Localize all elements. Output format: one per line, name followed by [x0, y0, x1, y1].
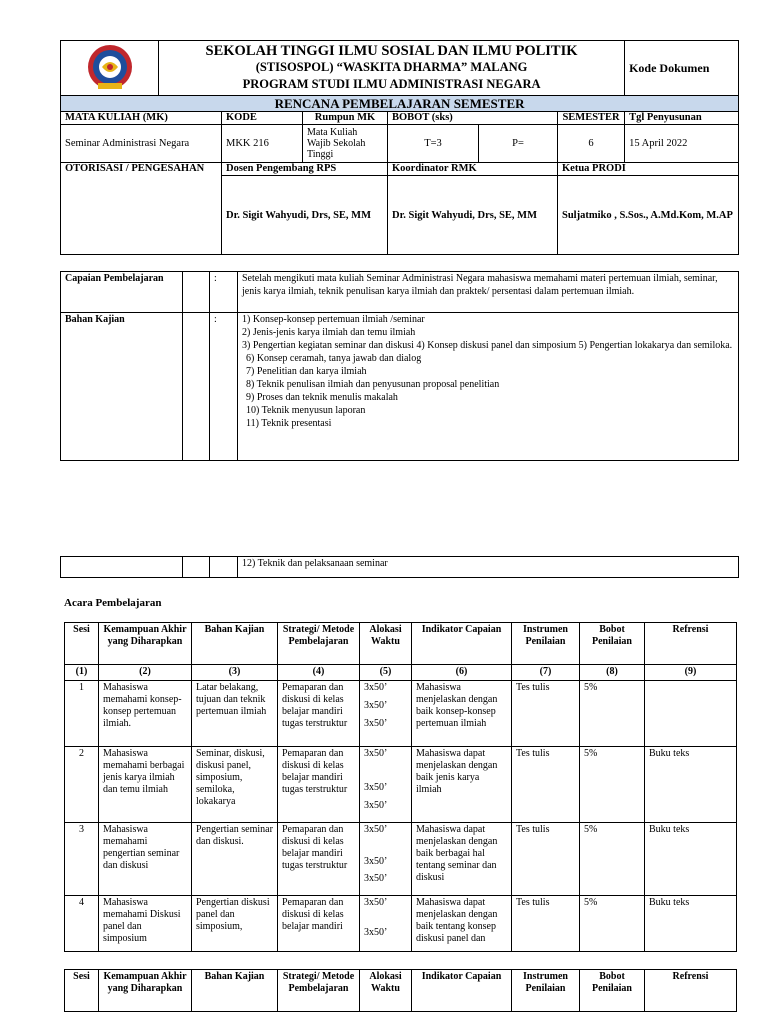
- koordinator-name: Dr. Sigit Wahyudi, Drs, SE, MM: [388, 176, 558, 255]
- column-number: (4): [278, 665, 360, 681]
- kemampuan-cell: Mahasiswa memahami Diskusi panel dan simposium: [99, 896, 192, 952]
- strategi-cell: Pemaparan dan diskusi di kelas belajar mandiri tugas terstruktur: [278, 747, 360, 823]
- institution-title: [159, 41, 625, 96]
- value-tgl: 15 April 2022: [625, 125, 739, 163]
- header-bahan: Bahan Kajian: [192, 623, 278, 665]
- capaian-spacer: [183, 272, 210, 313]
- bahan-kajian-item: 3) Pengertian kegiatan seminar dan diskusi 4) Konsep diskusi panel dan simposium 5) Pengertian lokakarya dan semiloka.: [242, 340, 733, 351]
- header-indikator: Indikator Capaian: [412, 970, 512, 1012]
- sesi-cell: 1: [65, 681, 99, 747]
- capaian-bahan-table: [60, 271, 739, 461]
- instrumen-cell: Tes tulis: [512, 681, 580, 747]
- header-kemampuan: Kemampuan Akhir yang Diharapkan: [99, 623, 192, 665]
- bahan-cell: Seminar, diskusi, diskusi panel, simposium, semiloka, lokakarya: [192, 747, 278, 823]
- header-bobot: Bobot Penilaian: [580, 970, 645, 1012]
- header-instrumen: Instrumen Penilaian: [512, 970, 580, 1012]
- alokasi-value: 3x50’: [364, 824, 388, 835]
- table-row: [65, 747, 737, 823]
- header-indikator: Indikator Capaian: [412, 623, 512, 665]
- dosen-pengembang-label: Dosen Pengembang RPS: [222, 163, 388, 176]
- indikator-cell: Mahasiswa menjelaskan dengan baik konsep-konsep pertemuan ilmiah: [412, 681, 512, 747]
- alokasi-cell: [360, 747, 412, 823]
- acara-table-continued-header: [64, 969, 737, 1012]
- koordinator-label: Koordinator RMK: [388, 163, 558, 176]
- alokasi-value: 3x50’: [364, 718, 388, 729]
- refrensi-cell: [645, 681, 737, 747]
- strategi-cell: Pemaparan dan diskusi di kelas belajar mandiri tugas terstruktur: [278, 823, 360, 896]
- rps-header-table: [60, 40, 739, 255]
- column-number: (5): [360, 665, 412, 681]
- header-sesi: Sesi: [65, 970, 99, 1012]
- institution-name: SEKOLAH TINGGI ILMU SOSIAL DAN ILMU POLITIK: [205, 43, 578, 59]
- alokasi-value: 3x50’: [364, 927, 388, 938]
- indikator-cell: Mahasiswa dapat menjelaskan dengan baik berbagai hal tentang seminar dan diskusi: [412, 823, 512, 896]
- refrensi-cell: Buku teks: [645, 823, 737, 896]
- bobot-cell: 5%: [580, 896, 645, 952]
- alokasi-value: 3x50’: [364, 748, 388, 759]
- kemampuan-cell: Mahasiswa memahami berbagai jenis karya ilmiah dan temu ilmiah: [99, 747, 192, 823]
- bahan-kajian-item: 7) Penelitian dan karya ilmiah: [246, 366, 367, 377]
- alokasi-value: 3x50’: [364, 782, 388, 793]
- strategi-cell: Pemaparan dan diskusi di kelas belajar mandiri: [278, 896, 360, 952]
- column-number: (2): [99, 665, 192, 681]
- bahan-kajian-label: Bahan Kajian: [61, 313, 183, 461]
- sesi-cell: 3: [65, 823, 99, 896]
- bahan-kajian-item: 10) Teknik menyusun laporan: [246, 405, 366, 416]
- label-semester: SEMESTER: [558, 112, 625, 125]
- bahan-kajian-item: 12) Teknik dan pelaksanaan seminar: [238, 557, 739, 578]
- bahan-cell: Pengertian seminar dan diskusi.: [192, 823, 278, 896]
- header-instrumen: Instrumen Penilaian: [512, 623, 580, 665]
- refrensi-cell: Buku teks: [645, 896, 737, 952]
- header-strategi: Strategi/ Metode Pembelajaran: [278, 970, 360, 1012]
- table-row: [65, 681, 737, 747]
- instrumen-cell: Tes tulis: [512, 896, 580, 952]
- table-row: [65, 823, 737, 896]
- column-number: (6): [412, 665, 512, 681]
- header-strategi: Strategi/ Metode Pembelajaran: [278, 623, 360, 665]
- kode-dokumen-label: Kode Dokumen: [625, 41, 739, 96]
- header-kemampuan: Kemampuan Akhir yang Diharapkan: [99, 970, 192, 1012]
- institution-short-name: (STISOSPOL) “WASKITA DHARMA” MALANG: [255, 60, 528, 74]
- institution-emblem-icon: [71, 42, 149, 92]
- label-bobot: BOBOT (sks): [388, 112, 558, 125]
- bahan-kajian-spacer: [183, 313, 210, 461]
- kemampuan-cell: Mahasiswa memahami pengertian seminar dan diskusi: [99, 823, 192, 896]
- acara-pembelajaran-title: Acara Pembelajaran: [64, 597, 162, 609]
- bobot-cell: 5%: [580, 823, 645, 896]
- value-kode: MKK 216: [222, 125, 303, 163]
- refrensi-cell: Buku teks: [645, 747, 737, 823]
- alokasi-cell: [360, 681, 412, 747]
- alokasi-cell: [360, 896, 412, 952]
- cont-cell-2: [183, 557, 210, 578]
- document-title: RENCANA PEMBELAJARAN SEMESTER: [61, 96, 739, 112]
- header-bahan: Bahan Kajian: [192, 970, 278, 1012]
- strategi-cell: Pemaparan dan diskusi di kelas belajar mandiri tugas terstruktur: [278, 681, 360, 747]
- indikator-cell: Mahasiswa dapat menjelaskan dengan baik jenis karya ilmiah: [412, 747, 512, 823]
- alokasi-value: 3x50’: [364, 682, 388, 693]
- value-mata-kuliah: Seminar Administrasi Negara: [61, 125, 222, 163]
- sesi-cell: 4: [65, 896, 99, 952]
- header-refrensi: Refrensi: [645, 623, 737, 665]
- cont-cell-3: [210, 557, 238, 578]
- header-alokasi: Alokasi Waktu: [360, 970, 412, 1012]
- value-bobot-t: T=3: [388, 125, 479, 163]
- column-number: (7): [512, 665, 580, 681]
- bobot-cell: 5%: [580, 747, 645, 823]
- value-bobot-p: P=: [479, 125, 558, 163]
- bahan-kajian-item: 2) Jenis-jenis karya ilmiah dan temu ilmiah: [242, 327, 416, 338]
- column-number: (3): [192, 665, 278, 681]
- value-semester: 6: [558, 125, 625, 163]
- bahan-kajian-list: [238, 313, 739, 461]
- program-name: PROGRAM STUDI ILMU ADMINISTRASI NEGARA: [242, 77, 541, 91]
- value-rumpun: Mata Kuliah Wajib Sekolah Tinggi: [303, 125, 388, 163]
- label-rumpun: Rumpun MK: [303, 112, 388, 125]
- otorisasi-label: OTORISASI / PENGESAHAN: [61, 163, 222, 255]
- acara-table: [64, 622, 737, 952]
- bahan-kajian-item: 6) Konsep ceramah, tanya jawab dan dialog: [246, 353, 422, 364]
- column-number: (1): [65, 665, 99, 681]
- capaian-colon: :: [210, 272, 238, 313]
- instrumen-cell: Tes tulis: [512, 747, 580, 823]
- kemampuan-cell: Mahasiswa memahami konsep-konsep pertemuan ilmiah.: [99, 681, 192, 747]
- header-bobot: Bobot Penilaian: [580, 623, 645, 665]
- bahan-kajian-colon: :: [210, 313, 238, 461]
- header-sesi: Sesi: [65, 623, 99, 665]
- logo-cell: [61, 41, 159, 96]
- instrumen-cell: Tes tulis: [512, 823, 580, 896]
- alokasi-cell: [360, 823, 412, 896]
- ketua-prodi-name: Suljatmiko , S.Sos., A.Md.Kom, M.AP: [558, 176, 739, 255]
- sesi-cell: 2: [65, 747, 99, 823]
- indikator-cell: Mahasiswa dapat menjelaskan dengan baik tentang konsep diskusi panel dan: [412, 896, 512, 952]
- label-mata-kuliah: MATA KULIAH (MK): [61, 112, 222, 125]
- column-number: (9): [645, 665, 737, 681]
- bobot-cell: 5%: [580, 681, 645, 747]
- bahan-kajian-item: 1) Konsep-konsep pertemuan ilmiah /seminar: [242, 314, 425, 325]
- alokasi-value: 3x50’: [364, 897, 388, 908]
- alokasi-value: 3x50’: [364, 856, 388, 867]
- header-refrensi: Refrensi: [645, 970, 737, 1012]
- cont-cell-1: [61, 557, 183, 578]
- bahan-cell: Pengertian diskusi panel dan simposium,: [192, 896, 278, 952]
- dosen-pengembang-name: Dr. Sigit Wahyudi, Drs, SE, MM: [222, 176, 388, 255]
- label-kode: KODE: [222, 112, 303, 125]
- bahan-kajian-item: 11) Teknik presentasi: [246, 418, 332, 429]
- bahan-kajian-item: 9) Proses dan teknik menulis makalah: [246, 392, 398, 403]
- label-tgl-penyusunan: Tgl Penyusunan: [625, 112, 739, 125]
- alokasi-value: 3x50’: [364, 800, 388, 811]
- bahan-cell: Latar belakang, tujuan dan teknik pertemuan ilmiah: [192, 681, 278, 747]
- bahan-kajian-item: 8) Teknik penulisan ilmiah dan penyusunan proposal penelitian: [246, 379, 500, 390]
- ketua-prodi-label: Ketua PRODI: [558, 163, 739, 176]
- header-alokasi: Alokasi Waktu: [360, 623, 412, 665]
- capaian-text: Setelah mengikuti mata kuliah Seminar Administrasi Negara mahasiswa memahami materi pertemuan ilmiah, seminar, jenis karya ilmiah, teknik penulisan karya ilmiah dan praktek/ persentasi dalam pertemuan ilmiah.: [238, 272, 739, 313]
- table-row: [65, 896, 737, 952]
- alokasi-value: 3x50’: [364, 873, 388, 884]
- alokasi-value: 3x50’: [364, 700, 388, 711]
- column-number: (8): [580, 665, 645, 681]
- bahan-kajian-continuation: [60, 556, 739, 578]
- capaian-label: Capaian Pembelajaran: [61, 272, 183, 313]
